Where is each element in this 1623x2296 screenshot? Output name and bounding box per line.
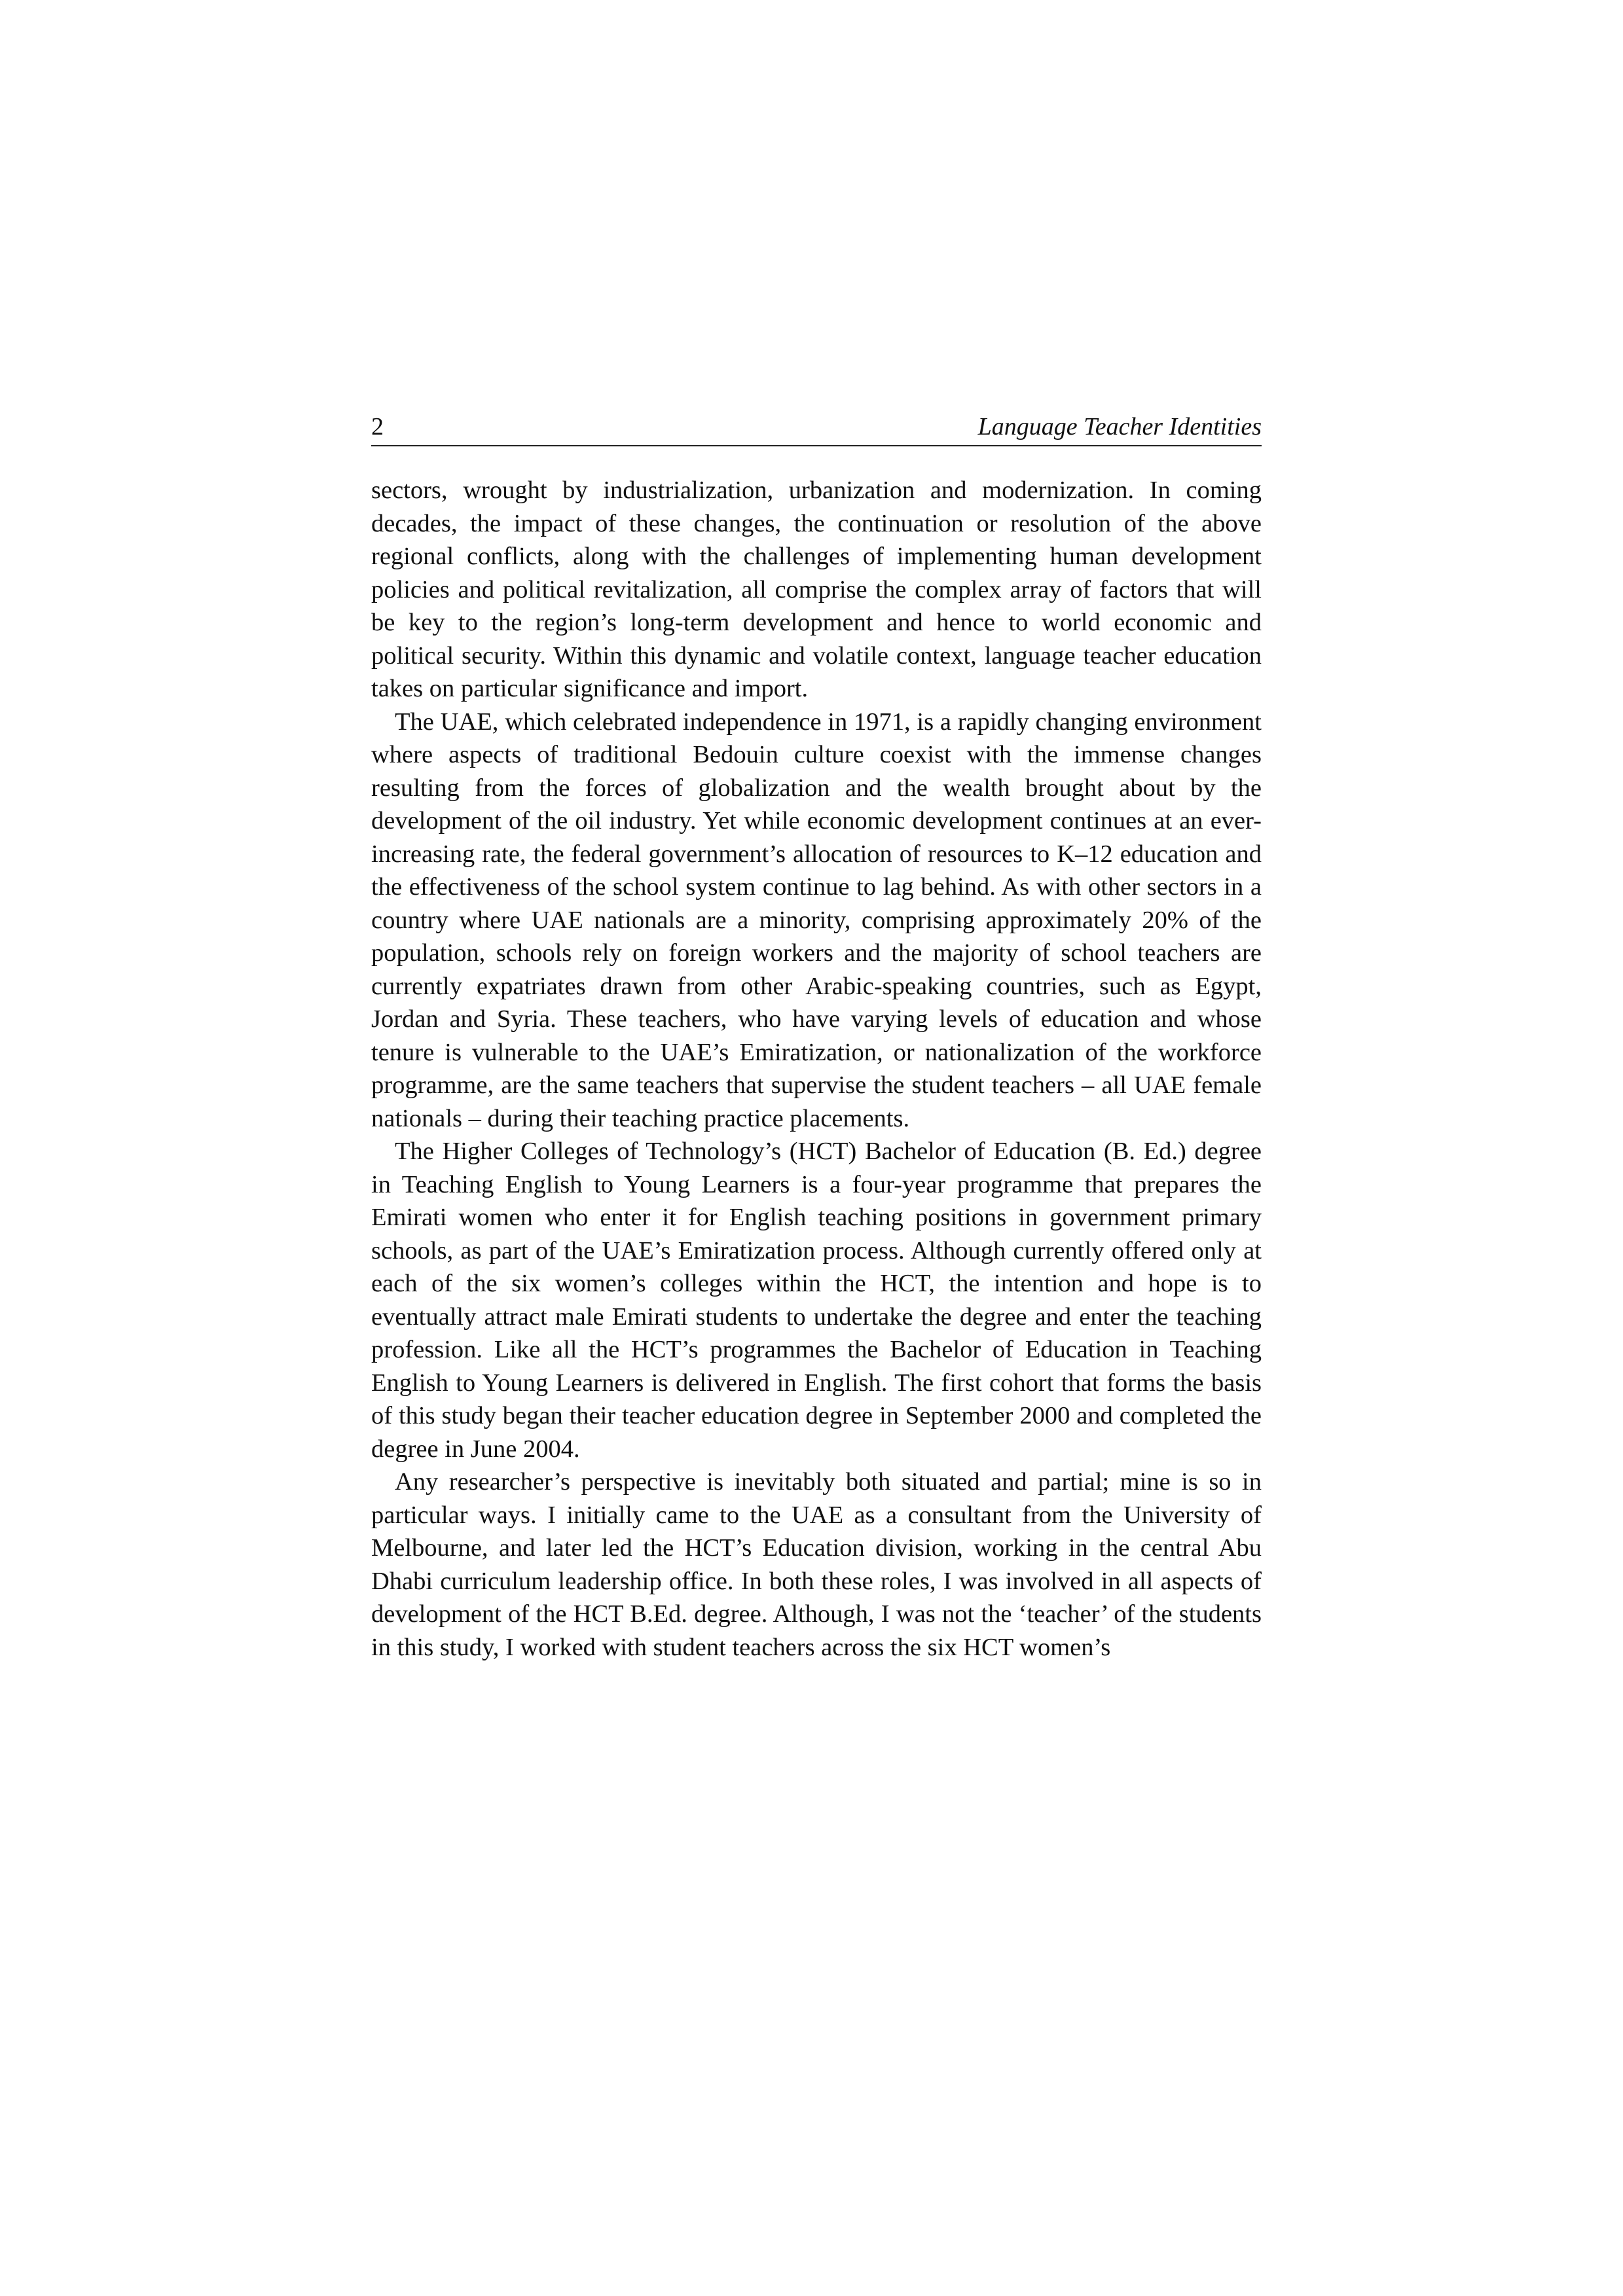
paragraph-researcher-perspective: Any researcher’s perspective is inevitably both situated and partial; mine is so in particular ways. I initially came to the UAE as a consultant from the University of Melbourne, and later led the HCT’s Education division, working in the central Abu Dhabi curriculum leadership office. In both these roles, I was involved in all aspects of development of the HCT B.Ed. degree. Although, I was not the ‘teacher’ of the students in this study, I worked with student teachers across the six HCT women’s <box>371 1468 1262 1661</box>
paragraph-hct-bed-degree: The Higher Colleges of Technology’s (HCT) Bachelor of Education (B. Ed.) degree in Teaching English to Young Learners is a four-year programme that prepares the Emirati women who enter it for English teaching positions in government primary schools, as part of the UAE’s Emiratization process. Although currently offered only at each of the six women’s colleges within the HCT, the intention and hope is to eventually attract male Emirati students to undertake the degree and enter the teaching profession. Like all the HCT’s programmes the Bachelor of Education in Teaching English to Young Learners is delivered in English. The first cohort that forms the basis of this study began their teacher education degree in September 2000 and completed the degree in June 2004. <box>371 1138 1262 1463</box>
running-title: Language Teacher Identities <box>977 413 1262 440</box>
running-head <box>371 411 1262 446</box>
paragraph-uae-context: The UAE, which celebrated independence in 1971, is a rapidly changing environment where aspects of traditional Bedouin culture coexist with the immense changes resulting from the forces of globalization and the wealth brought about by the development of the oil industry. Yet while economic development continues at an ever-increasing rate, the federal government’s allocation of resources to K–12 education and the effectiveness of the school system continue to lag behind. As with other sectors in a country where UAE nationals are a minority, comprising approximately 20% of the population, schools rely on foreign workers and the majority of school teachers are currently expatriates drawn from other Arabic-speaking countries, such as Egypt, Jordan and Syria. These teachers, who have varying levels of education and whose tenure is vulnerable to the UAE’s Emiratization, or nationalization of the workforce programme, are the same teachers that supervise the student teachers – all UAE female nationals – during their teaching practice placements. <box>371 708 1262 1132</box>
paragraph-continued: sectors, wrought by industrialization, urbanization and modernization. In coming decades, the impact of these changes, the continuation or resolution of the above regional conflicts, along with the challenges of implementing human development policies and political revitalization, all comprise the complex array of factors that will be key to the region’s long-term development and hence to world economic and political security. Within this dynamic and volatile context, language teacher education takes on particular significance and import. <box>371 476 1262 702</box>
body-text <box>371 474 1262 1664</box>
page-number: 2 <box>371 413 384 440</box>
